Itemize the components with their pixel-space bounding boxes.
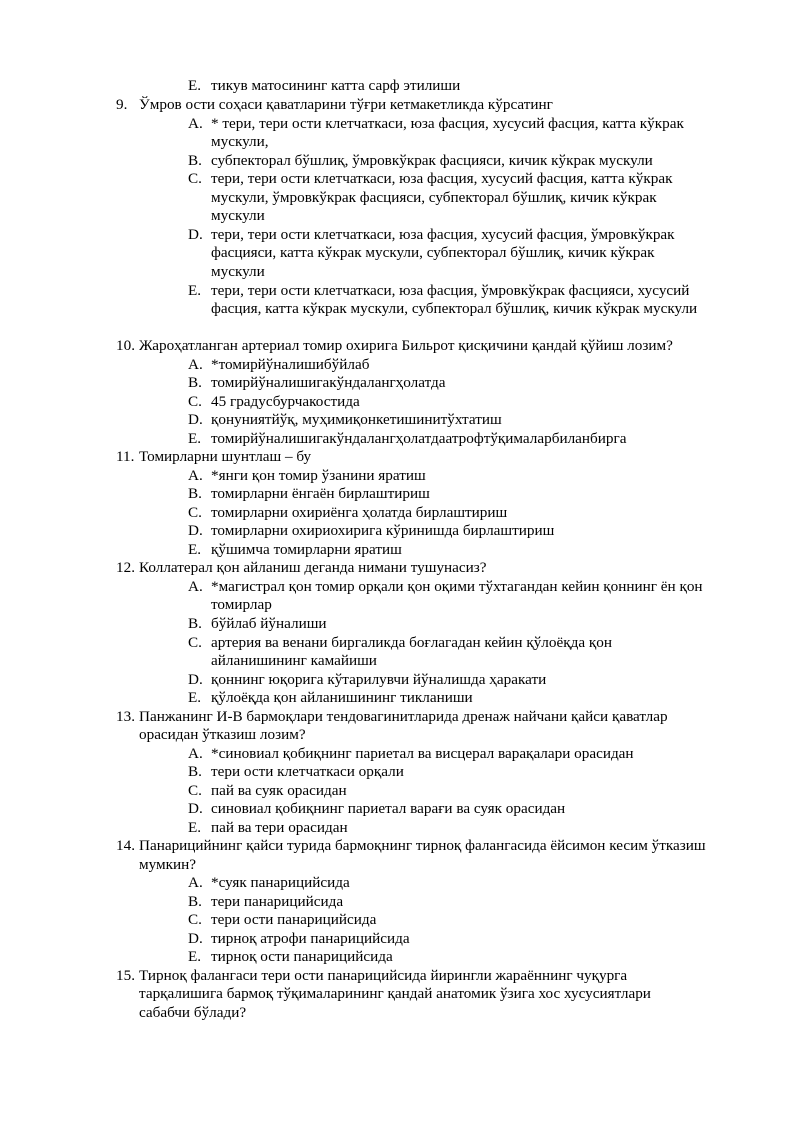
answer-letter: E.	[188, 541, 202, 558]
answer-letter: A.	[188, 578, 203, 595]
answer-text: *янги қон томир ўзанини яратиш	[211, 467, 426, 484]
answer-text: тирноқ атрофи панарицийсида	[211, 930, 410, 947]
answer-text: тикув матосининг катта сарф этилиши	[211, 77, 461, 94]
answer-text: артерия ва венани биргаликда боғлагадан кейин қўлоёқда қон	[211, 634, 612, 651]
question-number: 14.	[116, 837, 135, 854]
answer-text: тери ости клетчаткаси орқали	[211, 763, 404, 780]
answer-letter: A.	[188, 356, 203, 373]
answer-text: фасция, катта кўкрак мускули, субпекторал бўшлиқ, кичик кўкрак мускули	[211, 300, 698, 317]
answer-text: субпекторал бўшлиқ, ўмровкўкрак фасцияси, кичик кўкрак мускули	[211, 152, 653, 169]
answer-letter: B.	[188, 374, 202, 391]
answer-letter: D.	[188, 671, 203, 688]
question-10	[116, 337, 673, 356]
answer-letter: C.	[188, 911, 202, 928]
question-13	[116, 708, 668, 727]
answer-text: тери, тери ости клетчаткаси, юза фасция, хусусий фасция, катта кўкрак	[211, 170, 673, 187]
answer-text: *магистрал қон томир орқали қон оқими тўхтагандан кейин қоннинг ён қон	[211, 578, 703, 595]
question-text: Тирноқ фалангаси тери ости панарицийсида йирингли жараённинг чуқурга	[139, 967, 628, 984]
answer-letter: D.	[188, 411, 203, 428]
question-text: орасидан ўтказиш лозим?	[139, 726, 306, 743]
question-text: тарқалишига бармоқ тўқималарининг қандай анатомик ўзига хос хусусиятлари	[139, 985, 651, 1002]
answer-letter: C.	[188, 634, 202, 651]
answer-letter: B.	[188, 485, 202, 502]
question-number: 9.	[116, 96, 128, 113]
answer-text: тери панарицийсида	[211, 893, 344, 910]
answer-text: тери, тери ости клетчаткаси, юза фасция, хусусий фасция, ўмровкўкрак	[211, 226, 675, 243]
answer-letter: C.	[188, 393, 202, 410]
question-text: Панжанинг И-В бармоқлари тендовагинитларида дренаж найчани қайси қаватлар	[139, 708, 668, 725]
question-text: Коллатерал қон айланиш деганда нимани тушунасиз?	[139, 559, 487, 576]
answer-text: пай ва суяк орасидан	[211, 782, 347, 799]
answer-letter: D.	[188, 800, 203, 817]
answer-text: томирйўналишигакўндалангҳолатда	[211, 374, 446, 391]
answer-text: тери, тери ости клетчаткаси, юза фасция, ўмровкўкрак фасцияси, хусусий	[211, 282, 690, 299]
answer-letter: B.	[188, 615, 202, 632]
answer-text: қонуниятйўқ, муҳимиқонкетишинитўхтатиш	[211, 411, 502, 428]
answer-letter: C.	[188, 782, 202, 799]
answer-text: қоннинг юқорига кўтарилувчи йўналишда ҳаракати	[211, 671, 547, 688]
question-number: 11.	[116, 448, 135, 465]
answer-text: томирларни охириохирига кўринишда бирлаштириш	[211, 522, 555, 539]
answer-text: томирларни охириёнга ҳолатда бирлаштириш	[211, 504, 508, 521]
question-text: мумкин?	[139, 856, 196, 873]
question-number: 12.	[116, 559, 135, 576]
answer-text: *томирйўналишибўйлаб	[211, 356, 370, 373]
answer-text: қўлоёқда қон айланишининг тикланиши	[211, 689, 473, 706]
answer-text: мускули	[211, 207, 265, 224]
answer-letter: A.	[188, 115, 203, 132]
answer-letter: D.	[188, 226, 203, 243]
answer-letter: A.	[188, 874, 203, 891]
answer-letter: C.	[188, 504, 202, 521]
question-11	[116, 448, 311, 467]
question-text: Томирларни шунтлаш – бу	[139, 448, 312, 465]
answer-text: айланишининг камайиши	[211, 652, 377, 669]
answer-letter: D.	[188, 930, 203, 947]
answer-letter: B.	[188, 152, 202, 169]
answer-text: томирларни ёнгаён бирлаштириш	[211, 485, 430, 502]
question-14	[116, 837, 706, 856]
answer-letter: E.	[188, 819, 202, 836]
answer-letter: E.	[188, 77, 202, 94]
question-12	[116, 559, 487, 578]
answer-text: қўшимча томирларни яратиш	[211, 541, 402, 558]
answer-letter: C.	[188, 170, 202, 187]
answer-letter: E.	[188, 430, 202, 447]
answer-text: * тери, тери ости клетчаткаси, юза фасция, хусусий фасция, катта кўкрак	[211, 115, 684, 132]
answer-text: пай ва тери орасидан	[211, 819, 348, 836]
question-text: Ўмров ости соҳаси қаватларини тўғри кетмакетликда кўрсатинг	[139, 96, 553, 113]
answer-text: тери ости панарицийсида	[211, 911, 377, 928]
answer-text: мускули,	[211, 133, 269, 150]
question-number: 13.	[116, 708, 135, 725]
answer-text: мускули	[211, 263, 265, 280]
answer-letter: A.	[188, 745, 203, 762]
question-number: 10.	[116, 337, 135, 354]
answer-text: 45 градусбурчакостида	[211, 393, 360, 410]
answer-letter: E.	[188, 948, 202, 965]
answer-text: синовиал қобиқнинг париетал варағи ва суяк орасидан	[211, 800, 566, 817]
answer-text: бўйлаб йўналиши	[211, 615, 327, 632]
question-text: Панарицийнинг қайси турида бармоқнинг тирноқ фалангасида ёйсимон кесим ўтказиш	[139, 837, 706, 854]
answer-text: фасцияси, катта кўкрак мускули, субпекторал бўшлиқ, кичик кўкрак	[211, 244, 655, 261]
answer-letter: E.	[188, 282, 202, 299]
answer-text: тирноқ ости панарицийсида	[211, 948, 393, 965]
question-number: 15.	[116, 967, 135, 984]
answer-text: томирлар	[211, 596, 272, 613]
answer-text: мускули, ўмровкўкрак фасцияси, субпекторал бўшлиқ, кичик кўкрак	[211, 189, 657, 206]
answer-letter: D.	[188, 522, 203, 539]
answer-letter: E.	[188, 689, 202, 706]
answer-text: *синовиал қобиқнинг париетал ва висцерал варақалари орасидан	[211, 745, 634, 762]
answer-letter: A.	[188, 467, 203, 484]
question-text: сабабчи бўлади?	[139, 1004, 247, 1021]
question-text: Жароҳатланган артериал томир охирига Бильрот қисқичини қандай қўйиш лозим?	[139, 337, 673, 354]
answer-letter: B.	[188, 893, 202, 910]
answer-text: томирйўналишигакўндалангҳолатдаатрофтўқималарбиланбирга	[211, 430, 627, 447]
answer-letter: B.	[188, 763, 202, 780]
question-15	[116, 967, 627, 986]
question-9	[116, 96, 553, 115]
answer-text: *суяк панарицийсида	[211, 874, 350, 891]
